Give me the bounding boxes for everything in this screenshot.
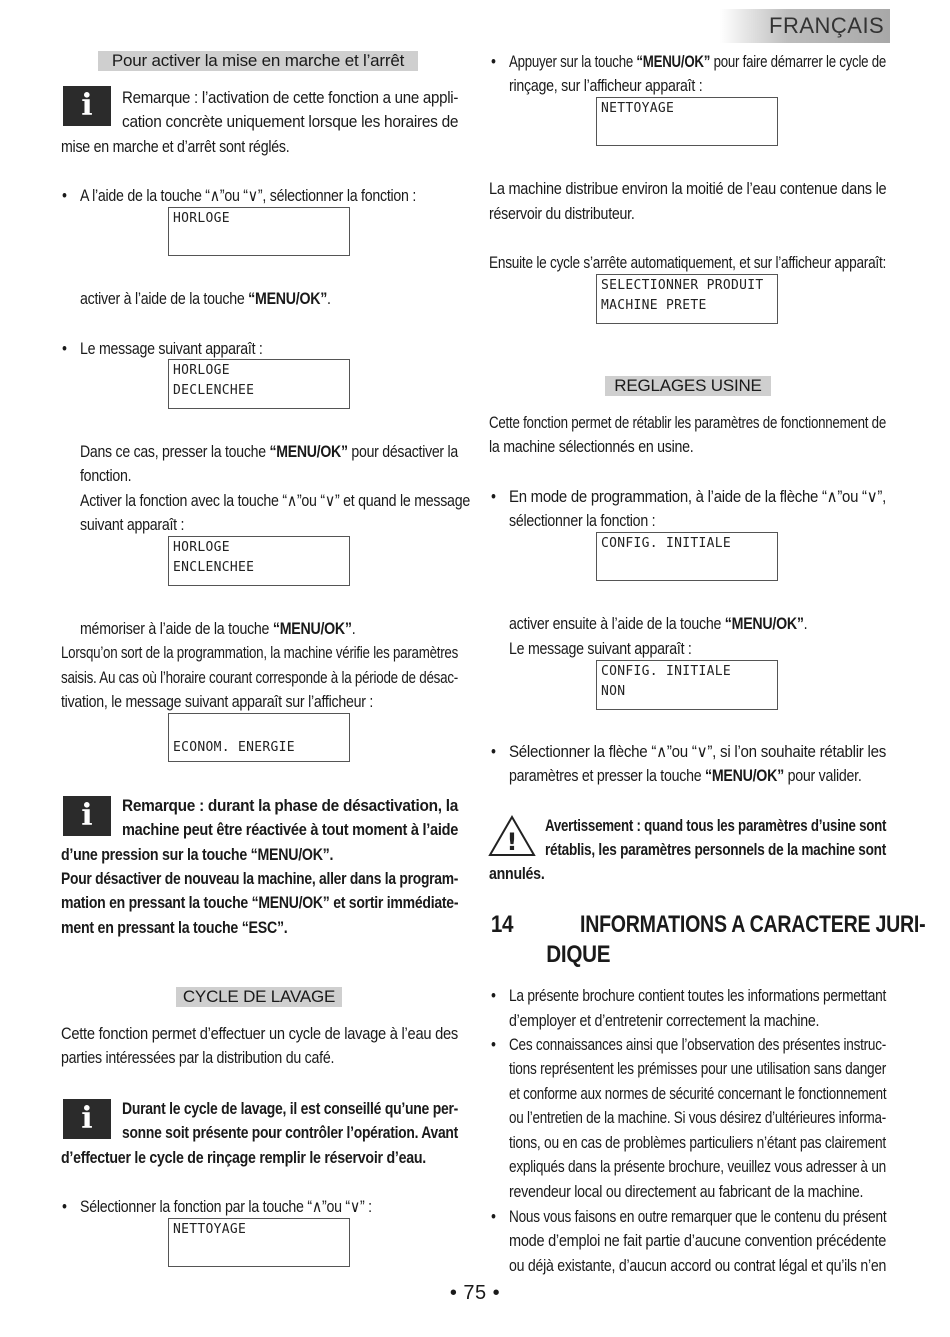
- legal-item-2-line-6: expliqués dans la présente brochure, veuillez vous adresser à un: [509, 1158, 886, 1176]
- right-step-1-line-2: rinçage, sur l’afficheur apparaît :: [509, 77, 703, 95]
- right-para-1-line-2: réservoir du distributeur.: [489, 205, 635, 223]
- period: .: [803, 615, 808, 633]
- right-step-1-a: Appuyer sur la touche: [509, 53, 637, 71]
- legal-item-2-line-7: revendeur local ou directement au fabricant de la machine.: [509, 1183, 864, 1201]
- para-3-line-1: Cette fonction permet d’effectuer un cycle de lavage à l’eau des: [61, 1025, 458, 1043]
- page-number: • 75 •: [449, 1282, 501, 1304]
- display-config-initiale: [596, 532, 778, 581]
- note-2-line-5: mation en pressant la touche “MENU/OK” et sortir immédiate-: [61, 894, 459, 912]
- right-step-2-line-2: sélectionner la fonction :: [509, 512, 656, 530]
- right-para-3-line-1: Cette fonction permet de rétablir les paramètres de fonctionnement de: [489, 414, 887, 432]
- step-select-horloge: A l’aide de la touche “∧”ou “∨”, sélectionner la fonction :: [80, 187, 417, 205]
- warning-line-3: annulés.: [489, 865, 545, 883]
- legal-item-1-line-2: d’employer et d’entretenir correctement la machine.: [509, 1012, 820, 1030]
- para-1-line-1: [80, 440, 458, 465]
- legal-item-2-line-3: et conforme aux normes de sécurité concernant le fonctionnement: [509, 1085, 887, 1103]
- display-line: HORLOGE: [173, 363, 230, 378]
- right-activate-text: [509, 612, 807, 637]
- note-3-line-3: d’effectuer le cycle de rinçage remplir le réservoir d’eau.: [61, 1149, 426, 1167]
- para-2-line-3: tivation, le message suivant apparaît sur l’afficheur :: [61, 693, 374, 711]
- note-2-line-6: ment en pressant la touche “ESC”.: [61, 919, 288, 937]
- note-2-line-2: machine peut être réactivée à tout moment à l’aide: [122, 821, 459, 839]
- bullet: •: [62, 1198, 67, 1216]
- display-line: NON: [601, 684, 626, 699]
- note-2-line-1: Remarque : durant la phase de désactivation, la: [122, 797, 459, 815]
- display-line: NETTOYAGE: [601, 101, 675, 116]
- menu-ok-key: “MENU/OK”: [724, 615, 804, 633]
- right-step-1-line-1: [509, 50, 886, 75]
- right-para-3-line-2: la machine sélectionnés en usine.: [489, 438, 694, 456]
- note-1-line-1: Remarque : l’activation de cette fonction a une appli-: [122, 89, 459, 107]
- display-line: MACHINE PRETE: [601, 298, 707, 313]
- note-3-line-1: Durant le cycle de lavage, il est conseillé qu’une per-: [122, 1100, 459, 1118]
- display-line: HORLOGE: [173, 211, 230, 226]
- info-icon: i: [63, 796, 111, 836]
- legal-item-1-line-1: La présente brochure contient toutes les informations permettant: [509, 987, 887, 1005]
- note-2-line-3: d’une pression sur la touche “MENU/OK”.: [61, 846, 334, 864]
- legal-item-2-line-4: ou l’entretien de la machine. Si vous désirez d’ultérieures informa-: [509, 1109, 887, 1127]
- right-step-3-a: paramètres et presser la touche: [509, 767, 706, 785]
- right-message-appears: Le message suivant apparaît :: [509, 640, 692, 658]
- para-1-line-3: Activer la fonction avec la touche “∧”ou “∨” et quand le message: [80, 492, 470, 510]
- display-line: HORLOGE: [173, 540, 230, 555]
- display-line: ECONOM. ENERGIE: [173, 740, 295, 755]
- warning-line-2: rétablis, les paramètres personnels de la machine sont: [545, 841, 886, 859]
- menu-ok-key: “MENU/OK”: [269, 443, 348, 461]
- warning-glyph: !: [506, 828, 518, 856]
- display-line: SELECTIONNER PRODUIT: [601, 278, 764, 293]
- display-line: ENCLENCHEE: [173, 560, 255, 575]
- legal-item-3-line-3: ou déjà existante, d’aucun accord ou contrat légal et qu’ils n’en: [509, 1257, 887, 1275]
- chapter-number: 14: [490, 911, 514, 938]
- bullet: •: [491, 488, 496, 506]
- activate-label: activer à l’aide de la touche: [80, 290, 249, 308]
- right-activate-label: activer ensuite à l’aide de la touche: [509, 615, 725, 633]
- language-label: FRANÇAIS: [769, 13, 885, 38]
- display-line: CONFIG. INITIALE: [601, 664, 732, 679]
- display-nettoyage-right: [596, 97, 778, 146]
- menu-ok-key: “MENU/OK”: [636, 53, 711, 71]
- warning-line-1: Avertissement : quand tous les paramètres d’usine sont: [545, 817, 887, 835]
- right-step-2-line-1: En mode de programmation, à l’aide de la flèche “∧”ou “∨”,: [509, 488, 886, 506]
- display-selectionner-produit: [596, 274, 778, 324]
- chapter-title-line-2: DIQUE: [546, 941, 611, 968]
- legal-item-3-line-2: mode d’emploi ne fait partie d’aucune convention précédente: [509, 1232, 887, 1250]
- note-3-line-2: sonne soit présente pour contrôler l’opération. Avant: [122, 1124, 459, 1142]
- bullet: •: [491, 1208, 496, 1226]
- menu-ok-key: “MENU/OK”: [705, 767, 784, 785]
- para-1-line-4: suivant apparaît :: [80, 516, 185, 534]
- bullet: •: [62, 340, 67, 358]
- legal-item-3-line-1: Nous vous faisons en outre remarquer que le contenu du présent: [509, 1208, 887, 1226]
- section-title-activation: Pour activer la mise en marche et l’arrêt: [98, 51, 418, 71]
- para-1-line-2: fonction.: [80, 467, 132, 485]
- display-line: DECLENCHEE: [173, 383, 255, 398]
- note-1-line-3: mise en marche et d’arrêt sont réglés.: [61, 138, 290, 156]
- section-title-cycle-lavage: CYCLE DE LAVAGE: [176, 987, 342, 1007]
- display-horloge-enclenchee: [168, 536, 350, 586]
- activate-text: [80, 287, 331, 312]
- step-select-nettoyage: Sélectionner la fonction par la touche “∧”ou “∨” :: [80, 1198, 372, 1216]
- display-line: CONFIG. INITIALE: [601, 536, 732, 551]
- right-para-2: Ensuite le cycle s’arrête automatiquement, et sur l’afficheur apparaît:: [489, 254, 887, 272]
- display-horloge-declenchee: [168, 359, 350, 409]
- menu-ok-key: “MENU/OK”: [248, 290, 328, 308]
- right-para-1-line-1: La machine distribue environ la moitié de l’eau contenue dans le: [489, 180, 887, 198]
- bullet: •: [491, 53, 496, 71]
- para-2-line-2: saisis. Au cas où l’horaire courant corresponde à la période de désac-: [61, 669, 458, 687]
- display-horloge: [168, 207, 350, 256]
- legal-item-2-line-2: tions représentent les prémisses pour une utilisation sans danger: [509, 1060, 886, 1078]
- menu-ok-key: “MENU/OK”: [272, 620, 352, 638]
- para-1-text-b: pour désactiver la: [347, 443, 458, 461]
- info-icon: i: [63, 86, 111, 126]
- period: .: [351, 620, 356, 638]
- memorize-text: [80, 617, 355, 642]
- note-1-line-2: cation concrète uniquement lorsque les horaires de: [122, 113, 459, 131]
- display-line: NETTOYAGE: [173, 1222, 247, 1237]
- right-step-1-b: pour faire démarrer le cycle de: [710, 53, 887, 71]
- para-3-line-2: parties intéressées par la distribution du café.: [61, 1049, 335, 1067]
- section-title-reglages-usine: REGLAGES USINE: [605, 376, 771, 396]
- right-step-3-line-2: [509, 764, 862, 789]
- bullet: •: [62, 187, 67, 205]
- bullet: •: [491, 1036, 496, 1054]
- legal-item-2-line-1: Ces connaissances ainsi que l’observation des présentes instruc-: [509, 1036, 886, 1054]
- legal-item-2-line-5: tions, ou en cas de problèmes particuliers n’étant pas clairement: [509, 1134, 887, 1152]
- para-1-text-a: Dans ce cas, presser la touche: [80, 443, 270, 461]
- display-config-initiale-non: [596, 660, 778, 710]
- bullet: •: [491, 987, 496, 1005]
- display-econom-energie: [168, 713, 350, 762]
- step-message-appears: Le message suivant apparaît :: [80, 340, 263, 358]
- display-nettoyage: [168, 1218, 350, 1267]
- warning-icon: [488, 815, 536, 857]
- memorize-label: mémoriser à l’aide de la touche: [80, 620, 273, 638]
- note-2-line-4: Pour désactiver de nouveau la machine, aller dans la program-: [61, 870, 459, 888]
- chapter-title-line-1: INFORMATIONS A CARACTERE JURI-: [580, 911, 926, 938]
- period: .: [327, 290, 331, 308]
- bullet: •: [491, 743, 496, 761]
- info-icon: i: [63, 1099, 111, 1139]
- para-2-line-1: Lorsqu’on sort de la programmation, la machine vérifie les paramètres: [61, 644, 459, 662]
- right-step-3-line-1: Sélectionner la flèche “∧”ou “∨”, si l’on souhaite rétablir les: [509, 743, 886, 761]
- right-step-3-b: pour valider.: [783, 767, 862, 785]
